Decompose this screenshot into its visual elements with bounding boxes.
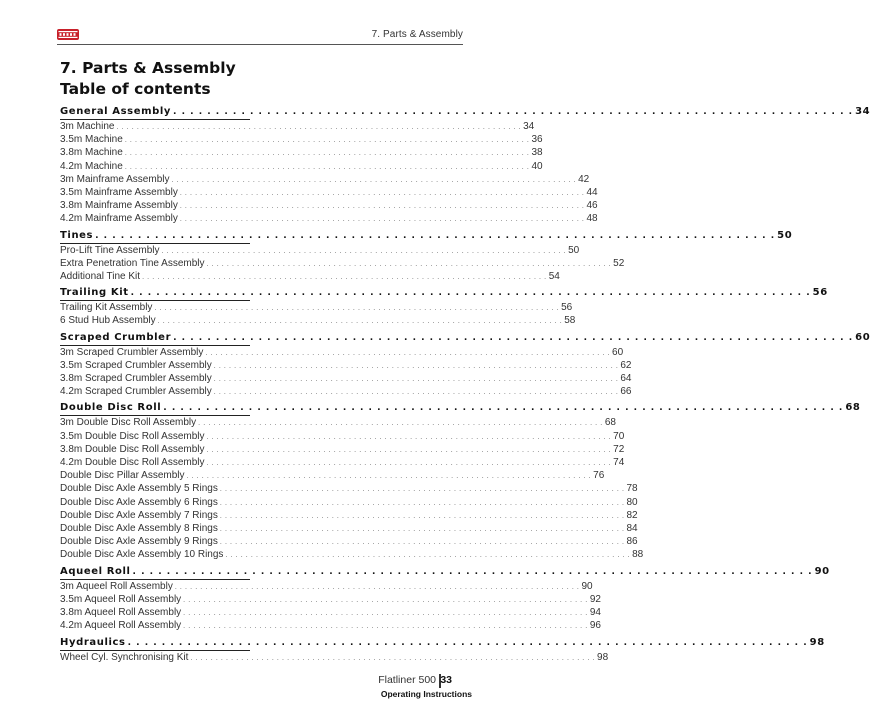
toc-entry[interactable]: [60, 536, 638, 549]
toc-heading-label: Tines: [60, 229, 94, 241]
toc-entry-page: 40: [531, 160, 543, 172]
toc-section-heading[interactable]: [60, 402, 861, 416]
toc-leader-dots: . . . . . . . . . . . . . . . . . . . . . . . . . . . . . . . . . . . . . . . . . . . . . . . . . . . . . . . . . . . . . . . . . . . . . . . . . . . . . . . .: [190, 654, 596, 662]
toc-entry-page: 92: [589, 593, 601, 605]
toc-leader-dots: . . . . . . . . . . . . . . . . . . . . . . . . . . . . . . . . . . . . . . . . . . . . . . . . . . . . . . . . . . . . . . . . . . . . . . . . . . . . . . . .: [154, 305, 560, 313]
toc-entry-page: 44: [586, 187, 598, 199]
toc-entry-label: 3m Mainframe Assembly: [60, 173, 170, 185]
toc-leader-dots: . . . . . . . . . . . . . . . . . . . . . . . . . . . . . . . . . . . . . . . . . . . . . . . . . . . . . . . . . . . . . . . . . . . . . . . . . . . . . . . .: [225, 552, 631, 560]
page-header: [57, 28, 463, 45]
toc-entry[interactable]: [60, 386, 632, 399]
toc-entry[interactable]: [60, 257, 625, 271]
toc-heading-label: Double Disc Roll: [60, 402, 162, 414]
toc-section-heading[interactable]: [60, 229, 793, 244]
toc-entry-label: 3.8m Machine: [60, 147, 123, 159]
toc-leader-dots: . . . . . . . . . . . . . . . . . . . . . . . . . . . . . . . . . . . . . . . . . . . . . . . . . . . . . . . . . . . . . . . . . . . . . . . . . . . . . . . .: [161, 247, 567, 255]
toc-leader-dots: . . . . . . . . . . . . . . . . . . . . . . . . . . . . . . . . . . . . . . . . . . . . . . . . . . . . . . . . . . . . . . . . . . . . . . . . . . . . . . . .: [124, 163, 530, 171]
toc-entry-label: Double Disc Axle Assembly 8 Rings: [60, 523, 218, 535]
toc-entry-label: 6 Stud Hub Assembly: [60, 315, 156, 327]
toc-entry-page: 58: [564, 315, 576, 327]
toc-entry-page: 86: [626, 536, 638, 548]
toc-leader-dots: . . . . . . . . . . . . . . . . . . . . . . . . . . . . . . . . . . . . . . . . . . . . . . . . . . . . . . . . . . . . . . . . . . . . . . . . . . . . . . . .: [183, 610, 588, 618]
toc-entry-page: 34: [523, 121, 535, 132]
toc-entry-page: 46: [586, 200, 598, 212]
toc-entry-label: 3m Double Disc Roll Assembly: [60, 417, 197, 429]
footer-subtitle: Operating Instructions: [380, 689, 472, 699]
toc-heading-label: General Assembly: [60, 106, 172, 117]
toc-entry-label: 4.2m Aqueel Roll Assembly: [60, 620, 182, 632]
toc-leader-dots: . . . . . . . . . . . . . . . . . . . . . . . . . . . . . . . . . . . . . . . . . . . . . . . . . . . . . . . . . . . . . . . . . . . . . . . . . . . . . . . .: [213, 376, 619, 384]
toc-entry-page: 82: [626, 509, 638, 521]
toc-section: [60, 106, 870, 227]
toc-leader-dots: . . . . . . . . . . . . . . . . . . . . . . . . . . . . . . . . . . . . . . . . . . . . . . . . . . . . . . . . . . . . . . . . . . . . . . . . . . . . . . . .: [173, 107, 854, 117]
toc-heading-page: 50: [777, 229, 793, 241]
toc-leader-dots: . . . . . . . . . . . . . . . . . . . . . . . . . . . . . . . . . . . . . . . . . . . . . . . . . . . . . . . . . . . . . . . . . . . . . . . . . . . . . . . .: [124, 150, 530, 158]
toc-section-heading[interactable]: [60, 636, 825, 651]
toc-leader-dots: . . . . . . . . . . . . . . . . . . . . . . . . . . . . . . . . . . . . . . . . . . . . . . . . . . . . . . . . . . . . . . . . . . . . . . . . . . . . . . . .: [206, 460, 612, 468]
toc-entry[interactable]: [60, 173, 590, 187]
toc-leader-dots: . . . . . . . . . . . . . . . . . . . . . . . . . . . . . . . . . . . . . . . . . . . . . . . . . . . . . . . . . . . . . . . . . . . . . . . . . . . . . . . .: [174, 583, 580, 591]
table-of-contents: [60, 106, 870, 665]
toc-leader-dots: . . . . . . . . . . . . . . . . . . . . . . . . . . . . . . . . . . . . . . . . . . . . . . . . . . . . . . . . . . . . . . . . . . . . . . . . . . . . . . . .: [163, 403, 844, 414]
toc-entry-page: 42: [578, 173, 590, 185]
toc-entry-label: Extra Penetration Tine Assembly: [60, 257, 205, 269]
toc-entry[interactable]: [60, 580, 593, 594]
toc-entry-page: 80: [626, 496, 638, 508]
toc-entry-label: 3m Machine: [60, 121, 115, 132]
toc-entry-page: 94: [589, 607, 601, 619]
toc-entry-label: 3.8m Double Disc Roll Assembly: [60, 443, 205, 455]
toc-entry-page: 70: [613, 430, 625, 442]
toc-entry[interactable]: [60, 134, 543, 147]
toc-entry-page: 48: [586, 213, 598, 225]
page-title: [60, 58, 236, 100]
toc-entry-label: 3.5m Machine: [60, 134, 123, 146]
toc-section-heading[interactable]: [60, 565, 830, 580]
toc-leader-dots: . . . . . . . . . . . . . . . . . . . . . . . . . . . . . . . . . . . . . . . . . . . . . . . . . . . . . . . . . . . . . . . . . . . . . . . . . . . . . . . .: [124, 137, 530, 145]
toc-entry-page: 54: [548, 271, 560, 283]
toc-leader-dots: . . . . . . . . . . . . . . . . . . . . . . . . . . . . . . . . . . . . . . . . . . . . . . . . . . . . . . . . . . . . . . . . . . . . . . . . . . . . . . . .: [186, 473, 592, 481]
brand-logo: [57, 29, 79, 40]
toc-entry[interactable]: [60, 200, 598, 213]
toc-entry-page: 78: [626, 483, 638, 495]
toc-leader-dots: . . . . . . . . . . . . . . . . . . . . . . . . . . . . . . . . . . . . . . . . . . . . . . . . . . . . . . . . . . . . . . . . . . . . . . . . . . . . . . . .: [219, 526, 625, 534]
toc-leader-dots: . . . . . . . . . . . . . . . . . . . . . . . . . . . . . . . . . . . . . . . . . . . . . . . . . . . . . . . . . . . . . . . . . . . . . . . . . . . . . . . .: [173, 332, 854, 343]
toc-entry-label: 4.2m Mainframe Assembly: [60, 213, 178, 225]
toc-section: [60, 287, 828, 328]
toc-entry-label: 3.8m Scraped Crumbler Assembly: [60, 373, 212, 385]
toc-section: [60, 402, 861, 562]
toc-entry-label: 3.8m Aqueel Roll Assembly: [60, 607, 182, 619]
toc-entry-label: Trailing Kit Assembly: [60, 302, 153, 314]
toc-entry-page: 88: [632, 549, 644, 561]
toc-leader-dots: . . . . . . . . . . . . . . . . . . . . . . . . . . . . . . . . . . . . . . . . . . . . . . . . . . . . . . . . . . . . . . . . . . . . . . . . . . . . . . . .: [142, 274, 547, 282]
toc-leader-dots: . . . . . . . . . . . . . . . . . . . . . . . . . . . . . . . . . . . . . . . . . . . . . . . . . . . . . . . . . . . . . . . . . . . . . . . . . . . . . . . .: [179, 216, 585, 224]
toc-entry-label: 3.5m Double Disc Roll Assembly: [60, 430, 205, 442]
toc-entry-page: 62: [620, 359, 632, 371]
toc-section: [60, 331, 870, 400]
toc-entry-label: Double Disc Pillar Assembly: [60, 470, 185, 482]
toc-entry[interactable]: [60, 213, 598, 226]
toc-entry-page: 74: [613, 457, 625, 469]
toc-leader-dots: . . . . . . . . . . . . . . . . . . . . . . . . . . . . . . . . . . . . . . . . . . . . . . . . . . . . . . . . . . . . . . . . . . . . . . . . . . . . . . . .: [205, 349, 611, 357]
toc-leader-dots: . . . . . . . . . . . . . . . . . . . . . . . . . . . . . . . . . . . . . . . . . . . . . . . . . . . . . . . . . . . . . . . . . . . . . . . . . . . . . . . .: [206, 446, 612, 454]
toc-entry-page: 60: [612, 346, 624, 358]
toc-leader-dots: . . . . . . . . . . . . . . . . . . . . . . . . . . . . . . . . . . . . . . . . . . . . . . . . . . . . . . . . . . . . . . . . . . . . . . . . . . . . . . . .: [213, 389, 619, 397]
toc-heading-label: Scraped Crumbler: [60, 331, 172, 343]
toc-entry-page: 90: [581, 580, 593, 592]
toc-heading-page: 60: [855, 331, 870, 343]
toc-entry-page: 64: [620, 373, 632, 385]
toc-entry-page: 98: [597, 651, 609, 663]
toc-heading-page: 98: [809, 636, 825, 648]
toc-leader-dots: . . . . . . . . . . . . . . . . . . . . . . . . . . . . . . . . . . . . . . . . . . . . . . . . . . . . . . . . . . . . . . . . . . . . . . . . . . . . . . . .: [219, 512, 625, 520]
logo-mark-icon: [57, 29, 79, 40]
toc-entry-page: 76: [593, 470, 605, 482]
toc-entry-page: 56: [561, 302, 573, 314]
toc-leader-dots: . . . . . . . . . . . . . . . . . . . . . . . . . . . . . . . . . . . . . . . . . . . . . . . . . . . . . . . . . . . . . . . . . . . . . . . . . . . . . . . .: [132, 566, 813, 577]
toc-entry-label: 4.2m Scraped Crumbler Assembly: [60, 386, 212, 398]
toc-entry-label: 3m Scraped Crumbler Assembly: [60, 346, 204, 358]
toc-entry[interactable]: [60, 593, 601, 607]
toc-heading-page: 90: [814, 565, 830, 577]
toc-entry-label: Double Disc Axle Assembly 10 Rings: [60, 549, 224, 561]
toc-entry-page: 50: [568, 244, 580, 256]
toc-entry-label: Pro-Lift Tine Assembly: [60, 244, 160, 256]
toc-entry-page: 52: [613, 257, 625, 269]
toc-entry[interactable]: [60, 483, 638, 496]
toc-leader-dots: . . . . . . . . . . . . . . . . . . . . . . . . . . . . . . . . . . . . . . . . . . . . . . . . . . . . . . . . . . . . . . . . . . . . . . . . . . . . . . . .: [219, 486, 625, 494]
toc-entry-page: 96: [589, 620, 601, 632]
toc-leader-dots: . . . . . . . . . . . . . . . . . . . . . . . . . . . . . . . . . . . . . . . . . . . . . . . . . . . . . . . . . . . . . . . . . . . . . . . . . . . . . . . .: [171, 176, 577, 184]
toc-entry[interactable]: [60, 302, 573, 315]
toc-leader-dots: . . . . . . . . . . . . . . . . . . . . . . . . . . . . . . . . . . . . . . . . . . . . . . . . . . . . . . . . . . . . . . . . . . . . . . . . . . . . . . . .: [219, 499, 625, 507]
toc-entry[interactable]: [60, 443, 625, 457]
toc-entry[interactable]: [60, 147, 543, 160]
toc-entry-page: 38: [531, 147, 543, 159]
toc-entry[interactable]: [60, 496, 638, 510]
toc-entry[interactable]: [60, 373, 632, 386]
toc-leader-dots: . . . . . . . . . . . . . . . . . . . . . . . . . . . . . . . . . . . . . . . . . . . . . . . . . . . . . . . . . . . . . . . . . . . . . . . . . . . . . . . .: [95, 230, 776, 241]
toc-leader-dots: . . . . . . . . . . . . . . . . . . . . . . . . . . . . . . . . . . . . . . . . . . . . . . . . . . . . . . . . . . . . . . . . . . . . . . . . . . . . . . . .: [183, 623, 588, 631]
page-title-line1: 7. Parts & Assembly: [60, 59, 236, 77]
toc-heading-label: Hydraulics: [60, 636, 126, 648]
toc-section: [60, 229, 793, 285]
toc-section: [60, 565, 830, 634]
toc-entry[interactable]: [60, 430, 625, 444]
toc-entry[interactable]: [60, 651, 609, 665]
toc-entry[interactable]: [60, 620, 601, 633]
toc-entry-page: 66: [620, 386, 632, 398]
toc-entry-label: 3.8m Mainframe Assembly: [60, 200, 178, 212]
header-title: 7. Parts & Assembly: [371, 29, 463, 40]
toc-leader-dots: . . . . . . . . . . . . . . . . . . . . . . . . . . . . . . . . . . . . . . . . . . . . . . . . . . . . . . . . . . . . . . . . . . . . . . . . . . . . . . . .: [198, 420, 603, 428]
toc-leader-dots: . . . . . . . . . . . . . . . . . . . . . . . . . . . . . . . . . . . . . . . . . . . . . . . . . . . . . . . . . . . . . . . . . . . . . . . . . . . . . . . .: [183, 596, 588, 604]
toc-entry-label: 4.2m Double Disc Roll Assembly: [60, 457, 205, 469]
toc-entry[interactable]: [60, 417, 616, 430]
toc-leader-dots: . . . . . . . . . . . . . . . . . . . . . . . . . . . . . . . . . . . . . . . . . . . . . . . . . . . . . . . . . . . . . . . . . . . . . . . . . . . . . . . .: [179, 203, 585, 211]
toc-entry[interactable]: [60, 121, 535, 134]
toc-heading-label: Trailing Kit: [60, 287, 129, 299]
toc-leader-dots: . . . . . . . . . . . . . . . . . . . . . . . . . . . . . . . . . . . . . . . . . . . . . . . . . . . . . . . . . . . . . . . . . . . . . . . . . . . . . . . .: [206, 260, 612, 268]
toc-entry[interactable]: [60, 346, 624, 360]
footer-page-number: 33: [440, 674, 452, 686]
toc-entry-label: 3.5m Aqueel Roll Assembly: [60, 593, 182, 605]
toc-leader-dots: . . . . . . . . . . . . . . . . . . . . . . . . . . . . . . . . . . . . . . . . . . . . . . . . . . . . . . . . . . . . . . . . . . . . . . . . . . . . . . . .: [130, 288, 811, 299]
toc-heading-label: Aqueel Roll: [60, 565, 131, 577]
toc-heading-page: 34: [855, 106, 870, 117]
toc-entry-label: Double Disc Axle Assembly 5 Rings: [60, 483, 218, 495]
toc-entry-label: Double Disc Axle Assembly 7 Rings: [60, 509, 218, 521]
toc-entry-label: 3.5m Mainframe Assembly: [60, 187, 178, 199]
toc-entry[interactable]: [60, 187, 598, 200]
toc-entry[interactable]: [60, 549, 644, 562]
toc-leader-dots: . . . . . . . . . . . . . . . . . . . . . . . . . . . . . . . . . . . . . . . . . . . . . . . . . . . . . . . . . . . . . . . . . . . . . . . . . . . . . . . .: [219, 539, 625, 547]
toc-entry-label: 3.5m Scraped Crumbler Assembly: [60, 359, 212, 371]
toc-section-heading[interactable]: [60, 331, 870, 346]
toc-leader-dots: . . . . . . . . . . . . . . . . . . . . . . . . . . . . . . . . . . . . . . . . . . . . . . . . . . . . . . . . . . . . . . . . . . . . . . . . . . . . . . . .: [127, 637, 808, 648]
toc-section-heading[interactable]: [60, 287, 828, 301]
toc-section: [60, 636, 825, 665]
toc-entry-label: 4.2m Machine: [60, 160, 123, 172]
toc-entry[interactable]: [60, 457, 625, 470]
toc-entry[interactable]: [60, 359, 632, 373]
toc-entry[interactable]: [60, 607, 601, 620]
toc-entry[interactable]: [60, 244, 580, 258]
page-title-line2: Table of contents: [60, 80, 211, 98]
toc-leader-dots: . . . . . . . . . . . . . . . . . . . . . . . . . . . . . . . . . . . . . . . . . . . . . . . . . . . . . . . . . . . . . . . . . . . . . . . . . . . . . . . .: [179, 190, 585, 198]
toc-leader-dots: . . . . . . . . . . . . . . . . . . . . . . . . . . . . . . . . . . . . . . . . . . . . . . . . . . . . . . . . . . . . . . . . . . . . . . . . . . . . . . . .: [213, 362, 619, 370]
toc-leader-dots: . . . . . . . . . . . . . . . . . . . . . . . . . . . . . . . . . . . . . . . . . . . . . . . . . . . . . . . . . . . . . . . . . . . . . . . . . . . . . . . .: [206, 433, 612, 441]
toc-section-heading[interactable]: [60, 106, 870, 120]
toc-entry-page: 36: [531, 134, 543, 146]
toc-entry[interactable]: [60, 509, 638, 523]
toc-entry-page: 72: [613, 443, 625, 455]
toc-entry[interactable]: [60, 160, 543, 174]
toc-entry[interactable]: [60, 523, 638, 536]
toc-heading-page: 56: [812, 287, 828, 299]
toc-entry-page: 68: [604, 417, 616, 429]
toc-entry-label: Double Disc Axle Assembly 9 Rings: [60, 536, 218, 548]
toc-leader-dots: . . . . . . . . . . . . . . . . . . . . . . . . . . . . . . . . . . . . . . . . . . . . . . . . . . . . . . . . . . . . . . . . . . . . . . . . . . . . . . . .: [116, 124, 522, 131]
toc-entry-page: 84: [626, 523, 638, 535]
toc-entry[interactable]: [60, 315, 576, 328]
toc-heading-page: 68: [845, 402, 861, 414]
toc-entry-label: Wheel Cyl. Synchronising Kit: [60, 651, 189, 663]
toc-entry-label: 3m Aqueel Roll Assembly: [60, 580, 173, 592]
toc-entry[interactable]: [60, 470, 605, 483]
toc-entry-label: Double Disc Axle Assembly 6 Rings: [60, 496, 218, 508]
toc-leader-dots: . . . . . . . . . . . . . . . . . . . . . . . . . . . . . . . . . . . . . . . . . . . . . . . . . . . . . . . . . . . . . . . . . . . . . . . . . . . . . . . .: [157, 318, 563, 326]
toc-entry[interactable]: [60, 271, 560, 284]
toc-entry-label: Additional Tine Kit: [60, 271, 141, 283]
footer-product-name: Flatliner 500: [378, 674, 436, 686]
